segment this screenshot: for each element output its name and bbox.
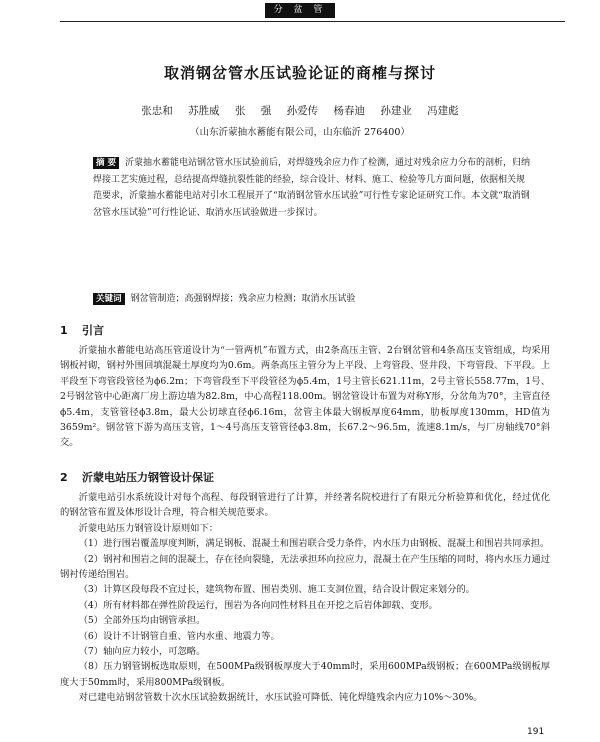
header-rule [60,21,565,22]
keywords-text: 钢岔管制造；高强钢焊接；残余应力检测；取消水压试验 [130,294,356,304]
section-1-number: 1 [60,324,68,337]
section-2-paragraph-2: 沂蒙电站压力钢管设计原则如下： [78,522,219,534]
running-header [0,0,600,22]
abstract-label: 摘 要 [93,157,119,169]
keywords [93,291,533,308]
authors: 张忠和 苏胜威 张 强 孙爱传 杨春迪 孙建业 冯建彪 [141,105,459,117]
list-item: （1）进行围岩覆盖厚度判断，满足钢板、混凝土和围岩联合受力条件，内水压力由钢板、混凝土和围岩共同承担。 [78,538,550,550]
list-item: （2）钢衬和围岩之间的混凝土，存在径向裂缝，无法承担环向拉应力，混凝土在产生压缩的同时，将内水压力通过钢衬传递给围岩。 [60,553,550,581]
page-number: 191 [527,727,545,737]
list-item: （7）轴向应力较小，可忽略。 [78,646,206,658]
section-2-body [60,490,550,706]
section-2-paragraph-3: 对已建电站钢岔管数十次水压试验数据统计，水压试验可降低、钝化焊缝残余内应力10%～30%。 [78,692,483,704]
list-item: （3）计算区段每段不宜过长，建筑物布置、围岩类别、施工支洞位置，结合设计假定来划分的。 [78,584,475,596]
abstract [93,155,533,221]
list-item: （5）全部外压均由钢管承担。 [78,615,206,627]
section-2-number: 2 [60,471,68,484]
section-2-title: 沂蒙电站压力钢管设计保证 [82,471,214,484]
paper-title: 取消钢岔管水压试验论证的商榷与探讨 [163,64,436,82]
section-1-heading [60,322,104,338]
list-item: （4）所有材料都在弹性阶段运行，围岩为各向同性材料且在开挖之后岩体卸载、变形。 [78,599,438,611]
section-label: 分 盆 管 [265,3,335,18]
affiliation: （山东沂蒙抽水蓄能有限公司，山东临沂 276400） [190,127,410,138]
list-item: （6）设计不计钢管自重、管内水重、地震力等。 [78,630,280,642]
section-2-paragraph-1: 沂蒙电站引水系统设计对每个高程、每段钢管进行了计算，并经著名院校进行了有限元分析验算和优化，经过优化的钢岔管布置及体形设计合理，符合相关规范要求。 [60,492,550,519]
list-item: （8）压力钢管钢板选取原则，在500MPa级钢板厚度大于40mm时，采用600MPa级钢板；在600MPa级钢板厚度大于50mm时，采用800MPa级钢板。 [60,661,550,688]
section-1-title: 引言 [82,324,104,337]
abstract-text: 沂蒙抽水蓄能电站钢岔管水压试验前后，对焊缝残余应力作了检测，通过对残余应力分布的剖析，归纳焊接工艺实施过程，总结提高焊缝抗裂性能的经验，综合设计、材料、施工、检验等几方面问题，依据相关规范要求，沂蒙抽水蓄能电站对引水工程展开了“取消钢岔管水压试验”可行性专家论证研究工作。本文就“取消钢岔管水压试验”可行性论证、取消水压试验做进一步探讨。 [93,158,530,218]
keywords-label: 关键词 [93,293,125,305]
section-2-heading [60,469,214,485]
section-1-paragraph: 沂蒙抽水蓄能电站高压管道设计为“一管两机”布置方式，由2条高压主管、2台钢岔管和4条高压支管组成，均采用钢板衬砌，钢衬外围回填混凝土厚度均为0.6m。两条高压主管分为上平段、上弯管段、竖井段、下弯管段、下平段。上平段至下弯管段管径为ϕ6.2m；下弯管段至下平段管径为ϕ5.4m，1号主管长621.11m，2号主管长558.77m，1号、2号钢岔管中心距离厂房上游边墙为82.8m，中心高程118.00m。钢岔管设计布置为对称Y形，分岔角为70°，主管直径ϕ5.4m，支管管径ϕ3.8m，最大公切球直径ϕ6.16m，岔管主体最大钢板厚度64mm，肋板厚度130mm，HD值为3659m²。钢岔管下游为高压支管，1～4号高压支管管径ϕ3.8m，长67.2～96.5m，流速8.1m/s，与厂房轴线70°斜交。 [60,345,550,449]
section-1-body [60,343,550,451]
